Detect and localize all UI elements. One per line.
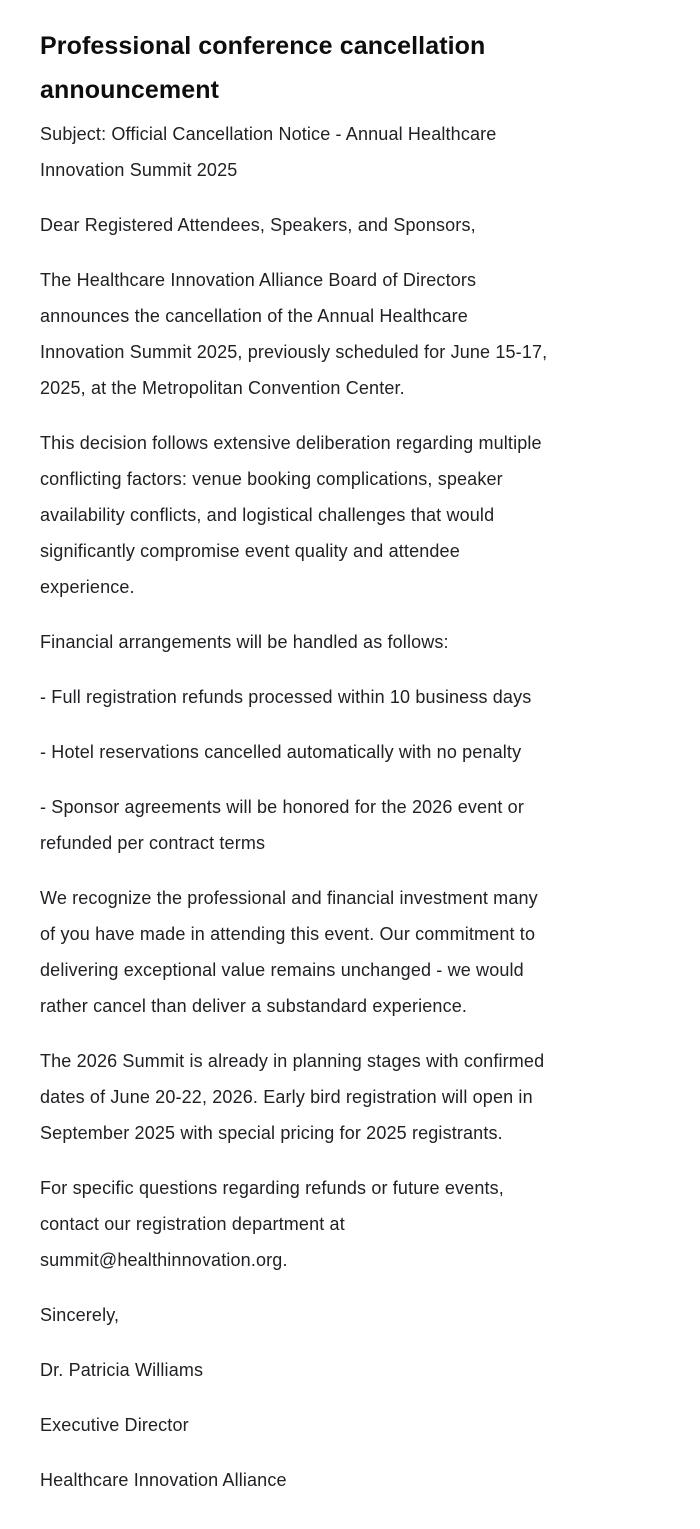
contact-paragraph	[40, 1170, 660, 1278]
subject-paragraph	[40, 116, 660, 188]
cancellation-announcement-paragraph	[40, 262, 660, 406]
text-line: - Hotel reservations cancelled automatically with no penalty	[40, 742, 522, 762]
title-line: Professional conference cancellation	[40, 32, 486, 60]
text-line: announces the cancellation of the Annual Healthcare	[40, 306, 468, 326]
text-line: The Healthcare Innovation Alliance Board of Directors	[40, 270, 477, 290]
text-line: refunded per contract terms	[40, 833, 266, 853]
financial-intro-paragraph	[40, 624, 660, 660]
text-line: For specific questions regarding refunds or future events,	[40, 1178, 504, 1198]
text-line: experience.	[40, 577, 135, 597]
salutation-paragraph	[40, 207, 660, 243]
text-line: The 2026 Summit is already in planning stages with confirmed	[40, 1051, 545, 1071]
text-line: Innovation Summit 2025, previously scheduled for June 15-17,	[40, 342, 548, 362]
text-line: availability conflicts, and logistical challenges that would	[40, 505, 495, 525]
decision-reasons-paragraph	[40, 425, 660, 605]
announcement-document	[40, 24, 660, 1498]
hotel-bullet-paragraph	[40, 734, 660, 770]
text-line: - Sponsor agreements will be honored for the 2026 event or	[40, 797, 524, 817]
text-line: Healthcare Innovation Alliance	[40, 1470, 287, 1490]
text-line: of you have made in attending this event. Our commitment to	[40, 924, 536, 944]
text-line: This decision follows extensive deliberation regarding multiple	[40, 433, 542, 453]
text-line: summit@healthinnovation.org.	[40, 1250, 288, 1270]
future-summit-paragraph	[40, 1043, 660, 1151]
text-line: Innovation Summit 2025	[40, 160, 238, 180]
text-line: delivering exceptional value remains unchanged - we would	[40, 960, 524, 980]
text-line: Subject: Official Cancellation Notice - Annual Healthcare	[40, 124, 497, 144]
signature-name-paragraph	[40, 1352, 660, 1388]
text-line: contact our registration department at	[40, 1214, 345, 1234]
text-line: Financial arrangements will be handled as follows:	[40, 632, 449, 652]
signature-org-paragraph	[40, 1462, 660, 1498]
text-line: conflicting factors: venue booking complications, speaker	[40, 469, 503, 489]
text-line: 2025, at the Metropolitan Convention Center.	[40, 378, 405, 398]
text-line: rather cancel than deliver a substandard experience.	[40, 996, 468, 1016]
text-line: We recognize the professional and financial investment many	[40, 888, 538, 908]
document-title	[40, 24, 660, 112]
text-line: significantly compromise event quality and attendee	[40, 541, 460, 561]
text-line: September 2025 with special pricing for 2025 registrants.	[40, 1123, 503, 1143]
text-line: Sincerely,	[40, 1305, 120, 1325]
commitment-paragraph	[40, 880, 660, 1024]
text-line: Executive Director	[40, 1415, 189, 1435]
refund-bullet-paragraph	[40, 679, 660, 715]
text-line: Dear Registered Attendees, Speakers, and Sponsors,	[40, 215, 476, 235]
title-line: announcement	[40, 76, 219, 104]
closing-paragraph	[40, 1297, 660, 1333]
text-line: - Full registration refunds processed within 10 business days	[40, 687, 532, 707]
sponsor-bullet-paragraph	[40, 789, 660, 861]
text-line: dates of June 20-22, 2026. Early bird registration will open in	[40, 1087, 533, 1107]
text-line: Dr. Patricia Williams	[40, 1360, 204, 1380]
signature-role-paragraph	[40, 1407, 660, 1443]
